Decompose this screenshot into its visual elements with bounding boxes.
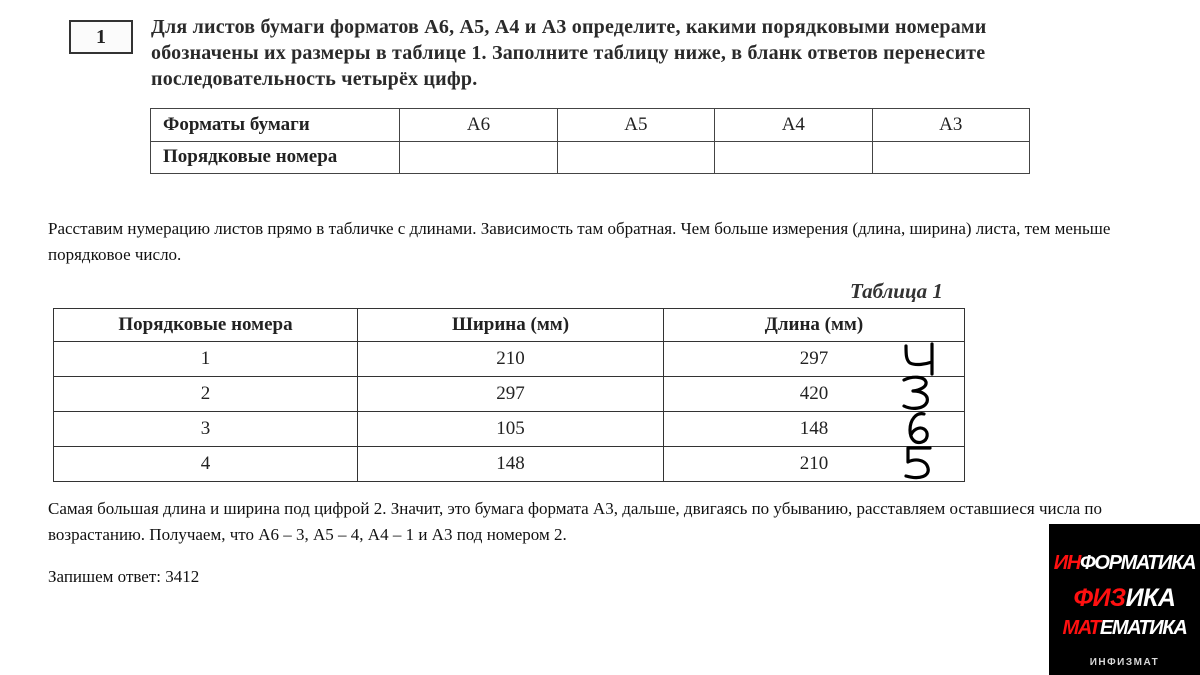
answer-table	[150, 108, 1030, 174]
table-cell-length: 210	[664, 447, 965, 482]
table-cell-order: 3	[54, 412, 358, 447]
table-cell-width: 297	[358, 377, 664, 412]
table-cell-width: 210	[358, 342, 664, 377]
handwritten-digit-3	[904, 377, 927, 408]
answer-cell-a3[interactable]	[872, 141, 1029, 174]
logo-line-fizika: ФИЗИКА	[1073, 584, 1176, 612]
handwritten-digit-6	[910, 414, 927, 443]
handwritten-digit-5	[906, 448, 930, 478]
table-cell-length: 420	[664, 377, 965, 412]
table-1-header-row	[54, 309, 965, 342]
table-row	[54, 447, 965, 482]
table-cell-order: 4	[54, 447, 358, 482]
table-cell-length: 297	[664, 342, 965, 377]
table-row	[54, 412, 965, 447]
table-cell-width: 148	[358, 447, 664, 482]
answer-cell-a5[interactable]	[557, 141, 714, 174]
format-a4: А4	[715, 109, 872, 142]
explanation-paragraph-1: Расставим нумерацию листов прямо в табличке с длинами. Зависимость там обратная. Чем больше измерения (длина, ширина) листа, тем меньше порядковое число.	[48, 219, 1111, 264]
table-row	[54, 377, 965, 412]
logo-line-informatika: ИНФОРМАТИКА	[1053, 552, 1196, 574]
table-1-header-order: Порядковые номера	[54, 309, 358, 342]
task-block	[55, 0, 1045, 200]
answer-table-formats-row	[151, 109, 1030, 142]
logo-footer: ИНФИЗМАТ	[1089, 657, 1160, 668]
format-a5: А5	[557, 109, 714, 142]
answer-line: Запишем ответ: 3412	[48, 567, 200, 586]
answer-table-numbers-row	[151, 141, 1030, 174]
answer-table-numbers-header: Порядковые номера	[151, 141, 400, 174]
explanation-paragraph-2: Самая большая длина и ширина под цифрой 2. Значит, это бумага формата А3, дальше, двигаясь по убыванию, расставляем оставшиеся числа по возрастанию. Получаем, что А6 – 3, А5 – 4, А4 – 1 и А3 под номером 2.	[48, 499, 1103, 544]
table-cell-order: 1	[54, 342, 358, 377]
task-text: Для листов бумаги форматов А6, А5, А4 и А3 определите, какими порядковыми номерами обозначены их размеры в таблице 1. Заполните таблицу ниже, в бланк ответов перенесите последовательность четырёх цифр.	[151, 16, 987, 90]
table-cell-order: 2	[54, 377, 358, 412]
task-number-box: 1	[69, 20, 133, 54]
table-row	[54, 342, 965, 377]
infizmat-logo	[1049, 524, 1200, 675]
format-a3: А3	[872, 109, 1029, 142]
table-cell-length: 148	[664, 412, 965, 447]
table-1	[53, 308, 965, 482]
table-1-header-length: Длина (мм)	[664, 309, 965, 342]
answer-table-formats-header: Форматы бумаги	[151, 109, 400, 142]
handwritten-digits	[890, 338, 950, 482]
table-cell-width: 105	[358, 412, 664, 447]
answer-cell-a6[interactable]	[400, 141, 557, 174]
logo-line-matematika: МАТЕМАТИКА	[1062, 617, 1187, 639]
table-1-header-width: Ширина (мм)	[358, 309, 664, 342]
table-1-caption: Таблица 1	[850, 279, 943, 303]
handwritten-digit-4	[906, 344, 932, 374]
format-a6: А6	[400, 109, 557, 142]
answer-cell-a4[interactable]	[715, 141, 872, 174]
